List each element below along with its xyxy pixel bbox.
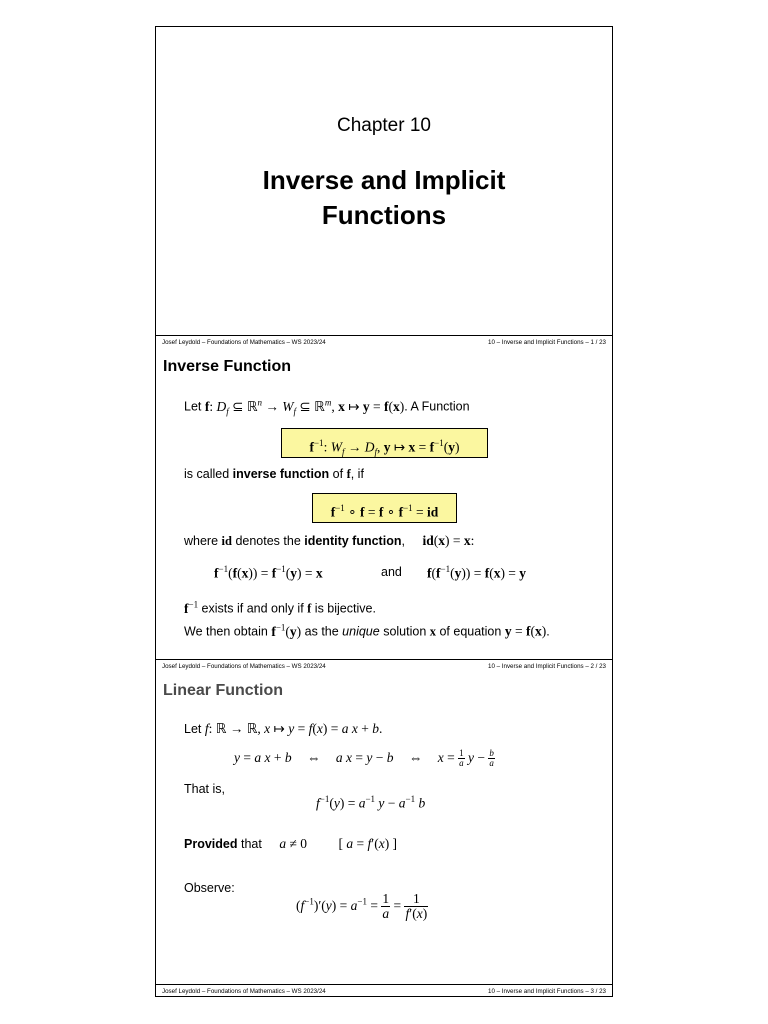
called-line: is called inverse function of f, if (184, 467, 364, 481)
slide-footer-2 (156, 659, 612, 674)
chapter-label: Chapter 10 (336, 115, 431, 136)
and-word: and (381, 565, 402, 579)
identity-formula-box: $f^{-1}$ ∘ f = f ∘ $f^{-1}$ = id (312, 493, 457, 523)
slide-footer-1 (156, 335, 612, 350)
slide-title: Inverse Function (163, 358, 292, 375)
inverse-formula-box: $f^{-1}$: $W_f \to D_f$, y ↦ $x = f^{-1}(y)$ (281, 428, 488, 458)
slide-linear-function (156, 675, 612, 995)
where-line: where id denotes the identity function, id(x) = x: (184, 533, 475, 548)
footer-left: Josef Leydold – Foundations of Mathematics – WS 2023/24 (162, 988, 326, 995)
footer-right: 10 – Inverse and Implicit Functions – 2 / 23 (488, 663, 606, 670)
slide-inverse-function (156, 350, 612, 670)
obtain-line: We then obtain $f^{-1}(y)$ as the unique solution x of equation y = f(x). (184, 622, 550, 639)
footer-right: 10 – Inverse and Implicit Functions – 3 / 23 (488, 988, 606, 995)
formula-right-identity: $f(f^{-1}(y)) = f(x) = y$ (427, 564, 527, 581)
chapter-title-line-1: Inverse and Implicit (262, 165, 506, 195)
derivative-formula: $(f^{-1})'(y) = a^{-1}$ = $\frac{1}{a}$ = $\frac{1}{f'(x)}$ (296, 891, 428, 922)
let-line: Let f: ℝ → ℝ, x ↦ y = f(x) = a x + b. (184, 721, 383, 736)
document-page (155, 26, 613, 997)
inverse-formula: $f^{-1}(y) = a^{-1}$ $y - a^{-1}$ b (316, 794, 426, 811)
provided-line: Provided that a ≠ 0 [ a = f′(x) ] (184, 836, 398, 851)
slide-title: Linear Function (163, 682, 283, 699)
slide-title (156, 27, 612, 346)
footer-right: 10 – Inverse and Implicit Functions – 1 / 23 (488, 339, 606, 346)
slide-footer-3 (156, 984, 612, 999)
formula-domain: f: $D_f$ ⊆ ℝ$^n$ → $W_f$ ⊆ ℝ$^m$, x ↦ y = f(x) (204, 397, 405, 417)
footer-left: Josef Leydold – Foundations of Mathematics – WS 2023/24 (162, 339, 326, 346)
footer-left: Josef Leydold – Foundations of Mathematics – WS 2023/24 (162, 663, 326, 670)
formula-left-identity: $f^{-1}(f(x)) = f^{-1}(y) = x$ (214, 564, 323, 581)
equation-chain: y = a x + b ⇔ a x = y − b ⇔ x = $\frac{1}{a}$ y − $\frac{b}{a}$ (234, 748, 494, 769)
exists-line: $f^{-1}$ exists if and only if f is bijective. (184, 599, 376, 616)
chapter-title-line-2: Functions (321, 200, 447, 230)
definition-line: Let f: $D_f$ ⊆ ℝ$^n$ → $W_f$ ⊆ ℝ$^m$, x ↦ y = f(x). A Function (184, 397, 470, 417)
observe-label: Observe: (184, 881, 235, 895)
that-is-label: That is, (184, 782, 225, 796)
